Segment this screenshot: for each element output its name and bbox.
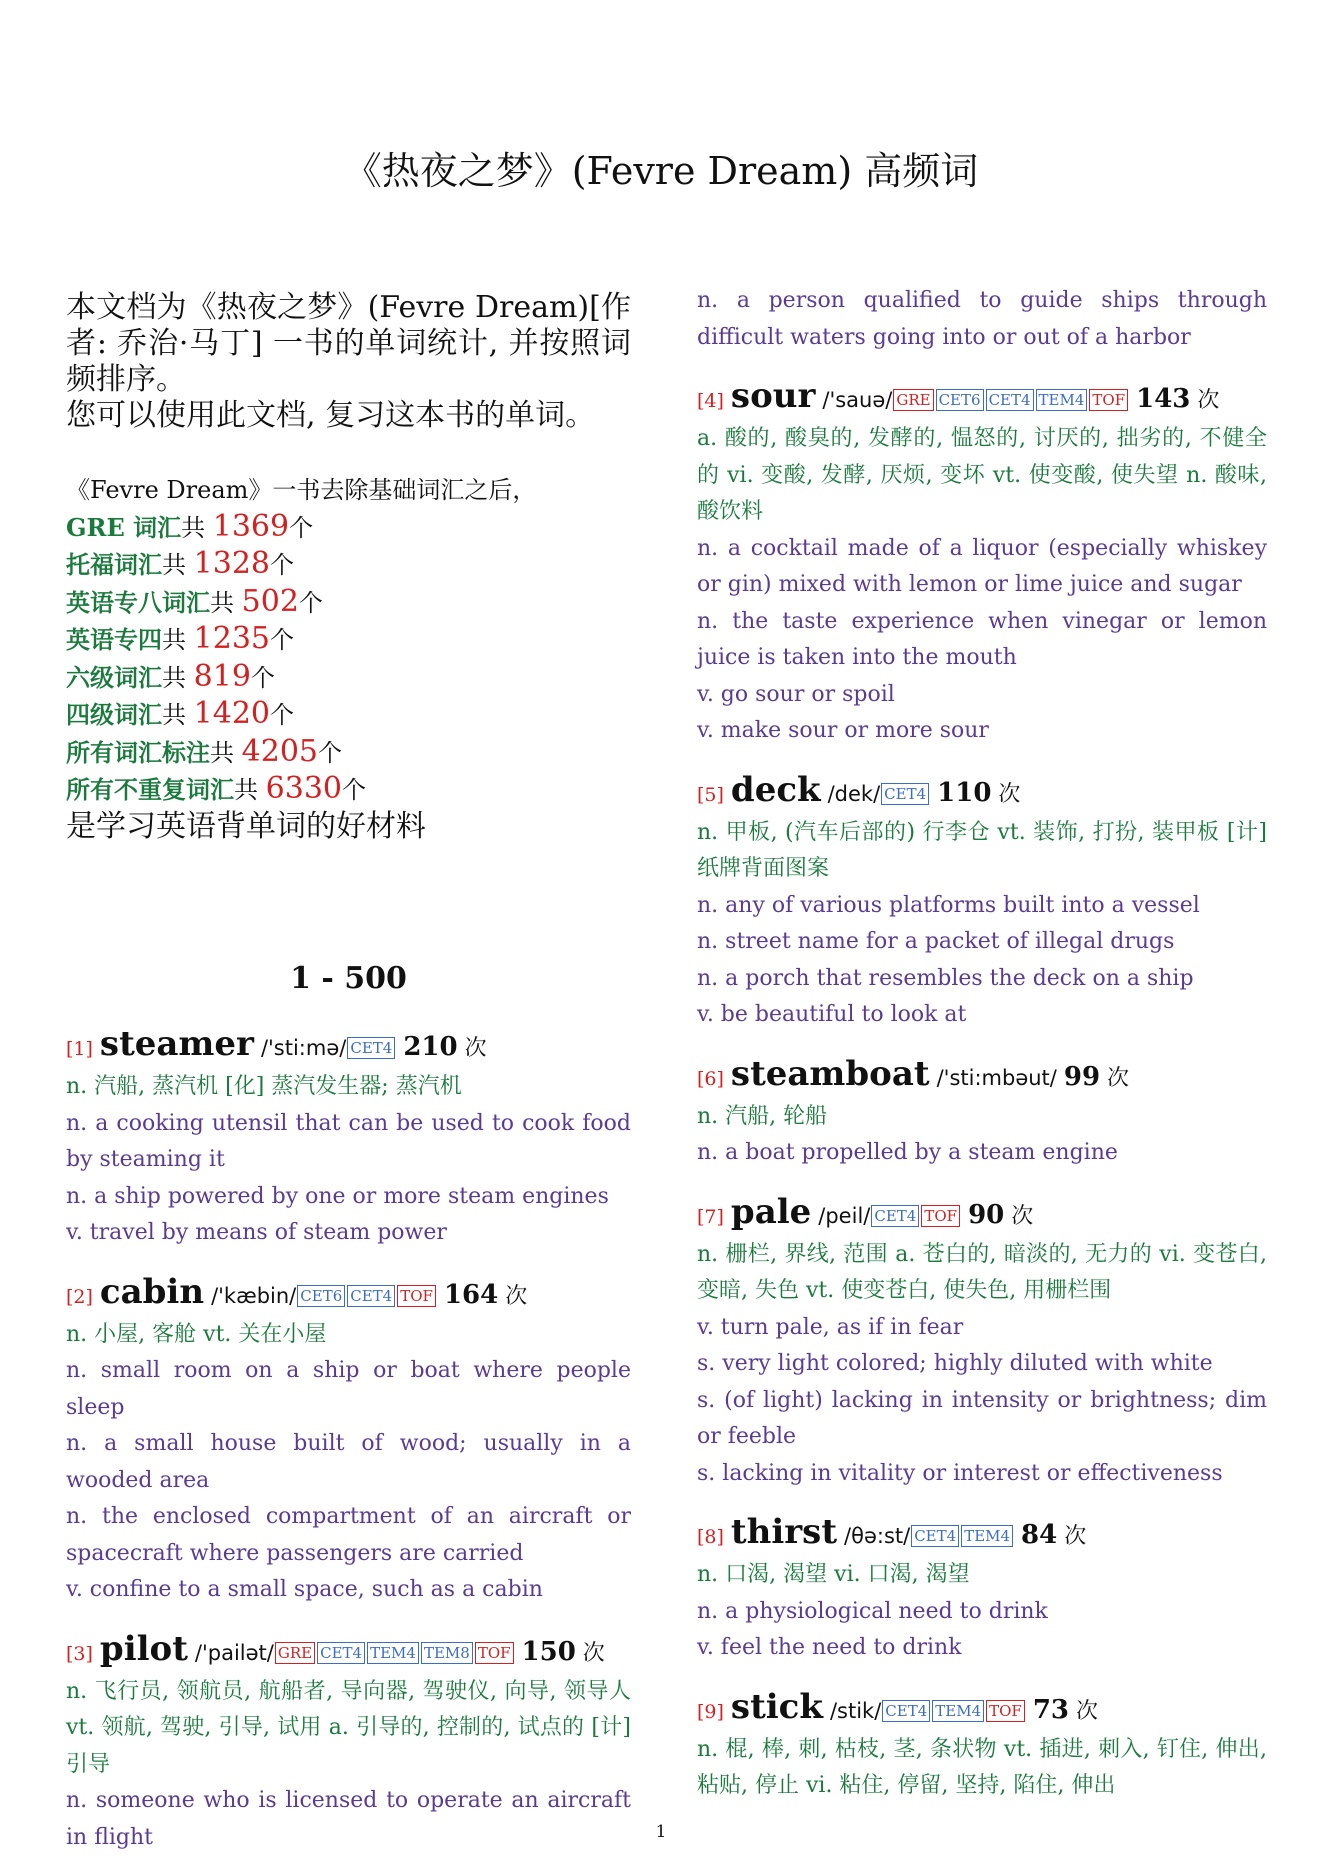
left-entry-list [66,1024,631,1856]
entry-index: [3] [66,1642,93,1665]
word-entry [697,1192,1267,1493]
page-number: 1 [655,1822,667,1842]
entry-index: [6] [697,1067,724,1090]
english-definition: n. a cocktail made of a liquor (especially whiskey or gin) mixed with lemon or lime juice and sugar [697,535,1267,597]
exam-tag: TEM4 [367,1642,419,1664]
exam-tag: CET4 [911,1525,959,1547]
english-definition: v. travel by means of steam power [66,1220,447,1245]
phonetic: /stik/ [829,1698,882,1723]
frequency-count: 143 [1136,384,1191,414]
chinese-definition: n. 汽船, 蒸汽机 [化] 蒸汽发生器; 蒸汽机 [66,1074,462,1099]
entry-header [66,1024,631,1069]
english-definition: n. the enclosed compartment of an aircraft or spacecraft where passengers are carried [66,1504,631,1566]
word-entry [697,1054,1267,1172]
chinese-definition: n. 棍, 棒, 刺, 枯枝, 茎, 条状物 vt. 插进, 刺入, 钉住, 伸出, 粘贴, 停止 vi. 粘住, 停留, 坚持, 陷住, 伸出 [697,1736,1267,1798]
phonetic: /'sti:mbəut/ [936,1065,1057,1090]
count-suffix: 次 [575,1640,605,1666]
stats-row: 所有不重复词汇共 6330个 [66,771,366,806]
exam-tag: TOF [921,1205,960,1227]
stats-row: 英语专四共 1235个 [66,621,294,656]
word-entry [697,376,1267,750]
phonetic: /'kæbin/ [211,1283,297,1308]
english-definition: v. make sour or more sour [697,718,989,743]
exam-tag: CET4 [347,1285,395,1307]
stats-row: 所有词汇标注共 4205个 [66,733,342,769]
chinese-definition: n. 飞行员, 领航员, 航船者, 导向器, 驾驶仪, 向导, 领导人 vt. 领航, 驾驶, 引导, 试用 a. 引导的, 控制的, 试点的 [计] 引导 [66,1678,631,1777]
english-definition: v. go sour or spoil [697,681,895,707]
headword: thirst [730,1512,838,1552]
exam-tag: CET6 [297,1285,345,1307]
count-suffix: 次 [1057,1524,1087,1549]
english-definition: v. be beautiful to look at [697,1002,967,1027]
headword: steamboat [730,1053,930,1094]
word-entry [697,1687,1267,1805]
count-suffix: 次 [1100,1065,1130,1091]
intro-text [66,290,631,434]
stats-closing: 是学习英语背单词的好材料 [66,808,426,844]
stats-label: 所有词汇标注 [66,737,210,767]
stats-row: 托福词汇共 1328个 [66,546,294,581]
headword: steamer [99,1024,254,1064]
english-definition: n. any of various platforms built into a vessel [697,892,1200,918]
stats-label: 托福词汇 [66,550,162,579]
english-definition: n. a cooking utensil that can be used to cook food by steaming it [66,1110,631,1172]
vocab-stats [66,472,631,845]
stats-number: 1328 [193,546,270,581]
word-entry [697,770,1267,1034]
continued-definition [697,283,1267,356]
english-definition: v. confine to a small space, such as a cabin [66,1577,543,1602]
exam-tag: CET4 [347,1037,395,1059]
definition-line: n. a person qualified to guide ships through difficult waters going into or out of a harbor [697,288,1267,350]
chinese-definition: n. 汽船, 轮船 [697,1103,828,1129]
entry-header [66,1272,631,1317]
frequency-count: 164 [443,1279,499,1310]
headword: stick [730,1686,823,1727]
entry-index: [9] [697,1700,724,1723]
stats-number: 1420 [193,696,270,731]
exam-tag: CET4 [881,783,929,805]
entry-header [697,1054,1267,1099]
phonetic: /θə:st/ [844,1524,911,1548]
exam-tag: TOF [397,1285,436,1307]
word-entry [66,1024,631,1252]
frequency-count: 110 [937,777,992,808]
phonetic: /'sti:mə/ [260,1036,347,1060]
entry-header [697,376,1267,421]
exam-tag: CET4 [871,1205,919,1227]
frequency-count: 84 [1021,1520,1058,1550]
stats-number: 1369 [212,508,290,544]
right-column [697,283,1267,1825]
entry-header [697,1687,1267,1732]
stats-number: 1235 [193,621,270,656]
english-definition: s. very light colored; highly diluted with white [697,1351,1213,1376]
chinese-definition: n. 甲板, (汽车后部的) 行李仓 vt. 装饰, 打扮, 装甲板 [计] 纸牌背面图案 [697,819,1267,881]
stats-row: 英语专八词汇共 502个 [66,583,323,619]
intro-line-2: 您可以使用此文档, 复习这本书的单词。 [66,398,596,433]
exam-tag: TEM4 [961,1525,1013,1547]
english-definition: n. street name for a packet of illegal drugs [697,929,1175,954]
headword: cabin [99,1271,205,1312]
word-entry [66,1272,631,1609]
exam-tag: TOF [986,1700,1025,1722]
stats-label: 英语专八词汇 [66,587,210,617]
entry-index: [2] [66,1285,93,1308]
word-entry [697,1512,1267,1667]
stats-row: 六级词汇共 819个 [66,658,275,694]
chinese-definition: n. 栅栏, 界线, 范围 a. 苍白的, 暗淡的, 无力的 vi. 变苍白, 变暗, 失色 vt. 使变苍白, 使失色, 用栅栏围 [697,1241,1267,1303]
stats-row: GRE 词汇共 1369个 [66,508,314,544]
frequency-count: 99 [1063,1061,1101,1092]
count-suffix: 次 [1069,1698,1099,1724]
count-suffix: 次 [1190,388,1220,413]
frequency-count: 73 [1032,1694,1070,1725]
headword: deck [730,769,821,810]
entry-header [697,1512,1267,1557]
english-definition: v. feel the need to drink [697,1635,962,1660]
exam-tag: TOF [1089,389,1128,411]
chinese-definition: n. 小屋, 客舱 vt. 关在小屋 [66,1321,327,1347]
english-definition: n. a boat propelled by a steam engine [697,1140,1118,1165]
left-column [66,290,631,1876]
english-definition: n. a porch that resembles the deck on a ship [697,965,1194,991]
stats-number: 502 [241,583,299,619]
stats-number: 4205 [241,733,318,769]
stats-row: 四级词汇共 1420个 [66,696,294,731]
exam-tag: CET4 [986,389,1034,411]
exam-tag: TEM4 [1036,389,1088,411]
stats-label: 英语专四 [66,625,162,654]
count-suffix: 次 [498,1283,528,1309]
english-definition: v. turn pale, as if in fear [697,1314,964,1340]
exam-tag: GRE [893,389,933,411]
english-definition: n. someone who is licensed to operate an aircraft in flight [66,1788,631,1850]
chinese-definition: a. 酸的, 酸臭的, 发酵的, 愠怒的, 讨厌的, 拙劣的, 不健全的 vi. 变酸, 发酵, 厌烦, 变坏 vt. 使变酸, 使失望 n. 酸味, 酸饮料 [697,426,1267,524]
exam-tag: CET6 [936,389,984,411]
exam-tag: TEM8 [421,1642,473,1664]
exam-tag: TEM4 [932,1700,984,1722]
stats-lead: 《Fevre Dream》一书去除基础词汇之后， [66,476,537,504]
entry-header [66,1629,631,1674]
english-definition: s. lacking in vitality or interest or effectiveness [697,1460,1223,1486]
stats-number: 6330 [265,771,342,806]
count-suffix: 次 [991,781,1021,807]
headword: pilot [99,1628,188,1669]
intro-line-1: 本文档为《热夜之梦》(Fevre Dream)[作者: 乔治·马丁] 一书的单词统计, 并按照词频排序。 [66,290,631,397]
stats-label: 四级词汇 [66,700,162,729]
phonetic: /peil/ [818,1203,871,1228]
phonetic: /dek/ [827,781,881,806]
stats-label: 所有不重复词汇 [66,775,234,804]
frequency-count: 210 [403,1032,458,1062]
entry-index: [1] [66,1038,93,1060]
exam-tag: CET4 [882,1700,930,1722]
entry-index: [8] [697,1526,724,1548]
english-definition: n. the taste experience when vinegar or lemon juice is taken into the mouth [697,608,1267,670]
right-entry-list [697,376,1267,1805]
phonetic: /'pailət/ [194,1640,274,1665]
stats-number: 819 [193,658,251,694]
entry-index: [7] [697,1205,724,1228]
range-heading: 1 - 500 [290,961,407,996]
count-suffix: 次 [1004,1203,1034,1229]
chinese-definition: n. 口渴, 渴望 vi. 口渴, 渴望 [697,1562,970,1587]
entry-index: [5] [697,783,724,806]
exam-tag: GRE [275,1642,315,1664]
exam-tag: CET4 [317,1642,365,1664]
exam-tag: TOF [475,1642,514,1664]
headword: pale [730,1191,812,1232]
stats-label: 六级词汇 [66,662,162,692]
english-definition: n. a ship powered by one or more steam engines [66,1183,609,1209]
english-definition: n. a physiological need to drink [697,1598,1048,1624]
frequency-count: 150 [521,1636,576,1667]
headword: sour [730,376,816,416]
page-title: 《热夜之梦》(Fevre Dream) 高频词 [343,149,979,193]
english-definition: s. (of light) lacking in intensity or brightness; dim or feeble [697,1387,1267,1449]
count-suffix: 次 [457,1036,487,1061]
frequency-count: 90 [968,1199,1005,1230]
stats-label: GRE 词汇 [66,512,182,542]
entry-index: [4] [697,390,724,412]
english-definition: n. a small house built of wood; usually in a wooded area [66,1431,631,1493]
entry-header [697,1192,1267,1237]
entry-header [697,770,1267,815]
english-definition: n. small room on a ship or boat where people sleep [66,1358,631,1420]
phonetic: /'sauə/ [822,388,893,412]
